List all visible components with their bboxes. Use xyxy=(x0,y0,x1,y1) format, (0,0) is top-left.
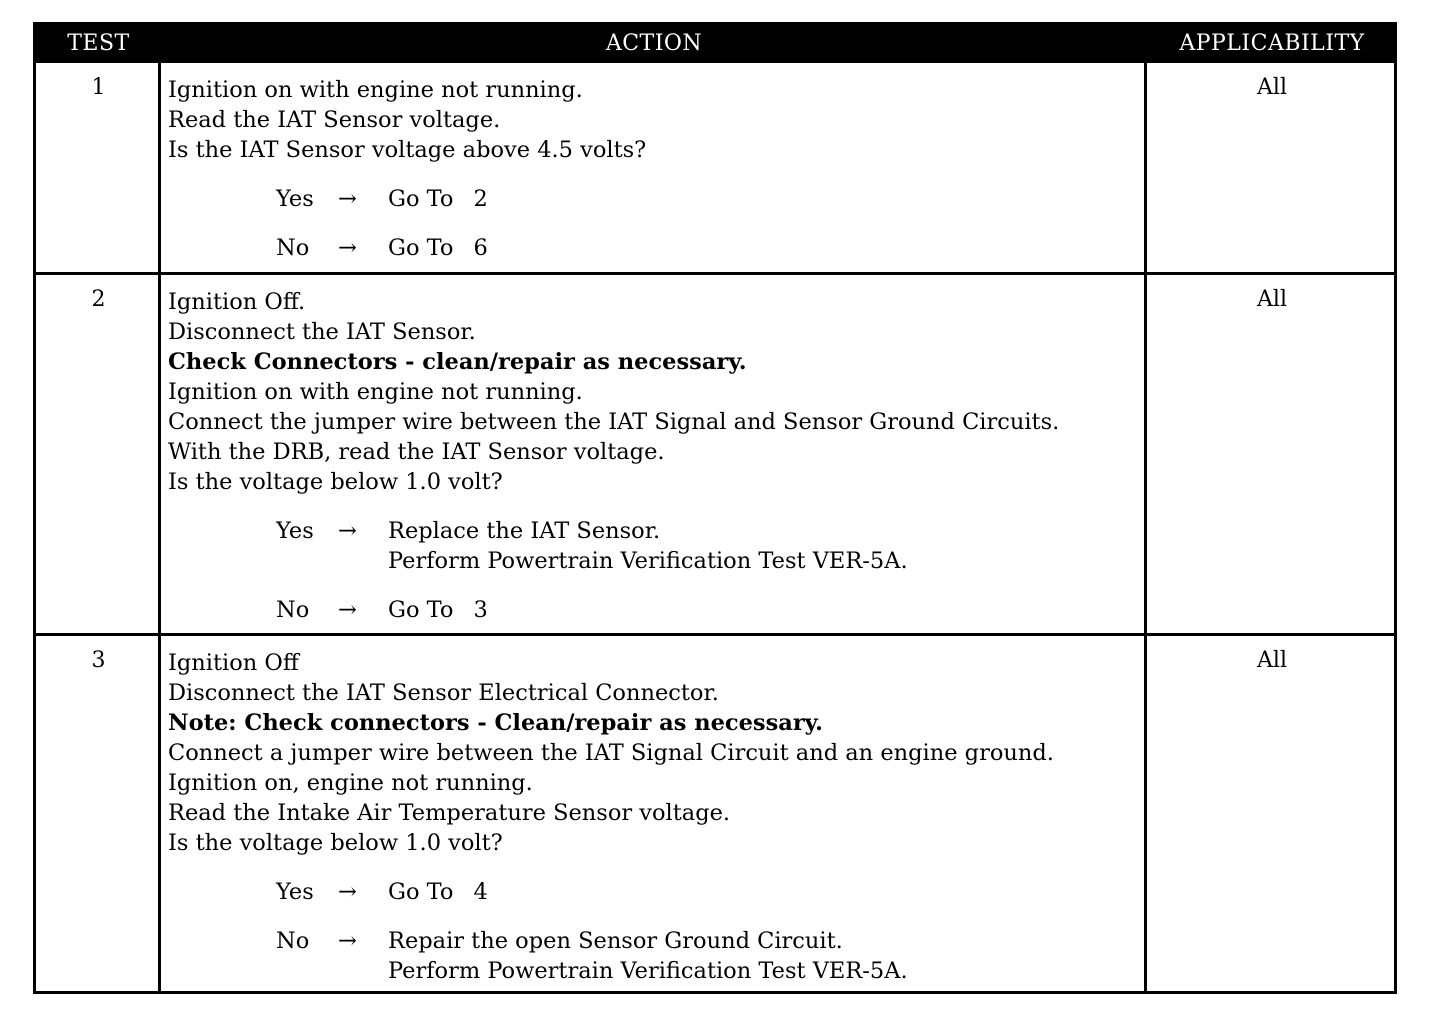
header-test: TEST xyxy=(67,31,130,56)
no-response xyxy=(168,926,1138,956)
arrow-right-icon: → xyxy=(338,186,357,212)
test-number: 1 xyxy=(91,75,106,100)
no-label: No xyxy=(276,235,310,261)
response-text: Replace the IAT Sensor. xyxy=(388,518,661,544)
header-action: ACTION xyxy=(605,31,703,56)
no-label: No xyxy=(276,928,310,954)
action-line: With the DRB, read the IAT Sensor voltage. xyxy=(168,439,665,465)
arrow-right-icon: → xyxy=(338,879,357,905)
action-line: Is the voltage below 1.0 volt? xyxy=(168,830,503,856)
action-line: Ignition on, engine not running. xyxy=(168,770,533,796)
action-line: Ignition Off. xyxy=(168,289,306,315)
response-continuation: Perform Powertrain Verification Test VER-5A. xyxy=(388,958,908,984)
action-line: Ignition on with engine not running. xyxy=(168,379,583,405)
no-response xyxy=(168,595,1138,625)
arrow-right-icon: → xyxy=(338,597,357,623)
response-text xyxy=(388,233,488,263)
yes-response xyxy=(168,184,1138,214)
action-line: Is the voltage below 1.0 volt? xyxy=(168,469,503,495)
no-label: No xyxy=(276,597,310,623)
response-continuation: Perform Powertrain Verification Test VER-5A. xyxy=(388,548,908,574)
goto-test-number: 2 xyxy=(473,186,488,212)
table-row xyxy=(36,63,1394,272)
applicability-value: All xyxy=(1257,287,1287,312)
goto-label: Go To xyxy=(388,597,454,623)
arrow-right-icon: → xyxy=(338,928,357,954)
table-header xyxy=(36,25,1394,63)
response-text xyxy=(388,595,488,625)
goto-test-number: 4 xyxy=(473,879,488,905)
yes-label: Yes xyxy=(276,186,314,212)
header-applicability: APPLICABILITY xyxy=(1179,31,1365,56)
response-text xyxy=(388,184,488,214)
yes-response xyxy=(168,516,1138,546)
goto-test-number: 6 xyxy=(473,235,488,261)
action-line-emphasis: Note: Check connectors - Clean/repair as necessary. xyxy=(168,710,823,736)
action-line: Connect the jumper wire between the IAT Signal and Sensor Ground Circuits. xyxy=(168,409,1060,435)
arrow-right-icon: → xyxy=(338,235,357,261)
goto-label: Go To xyxy=(388,186,454,212)
action-line: Disconnect the IAT Sensor Electrical Connector. xyxy=(168,680,719,706)
response-text xyxy=(388,877,488,907)
action-line: Ignition on with engine not running. xyxy=(168,77,583,103)
action-line-emphasis: Check Connectors - clean/repair as necessary. xyxy=(168,349,747,375)
diagnostic-test-table xyxy=(33,22,1397,994)
yes-label: Yes xyxy=(276,879,314,905)
yes-label: Yes xyxy=(276,518,314,544)
action-line: Read the Intake Air Temperature Sensor voltage. xyxy=(168,800,731,826)
test-number: 2 xyxy=(91,287,106,312)
goto-test-number: 3 xyxy=(473,597,488,623)
action-line: Read the IAT Sensor voltage. xyxy=(168,107,501,133)
action-cell xyxy=(168,287,1138,625)
table-row xyxy=(36,636,1394,991)
action-line: Disconnect the IAT Sensor. xyxy=(168,319,476,345)
goto-label: Go To xyxy=(388,879,454,905)
action-line: Ignition Off xyxy=(168,650,299,676)
goto-label: Go To xyxy=(388,235,454,261)
response-text: Repair the open Sensor Ground Circuit. xyxy=(388,928,843,954)
no-response xyxy=(168,233,1138,263)
action-cell xyxy=(168,648,1138,986)
action-cell xyxy=(168,75,1138,263)
action-line: Is the IAT Sensor voltage above 4.5 volts? xyxy=(168,137,647,163)
table-row xyxy=(36,275,1394,633)
applicability-value: All xyxy=(1257,648,1287,673)
arrow-right-icon: → xyxy=(338,518,357,544)
test-number: 3 xyxy=(91,648,106,673)
yes-response xyxy=(168,877,1138,907)
action-line: Connect a jumper wire between the IAT Signal Circuit and an engine ground. xyxy=(168,740,1054,766)
applicability-value: All xyxy=(1257,75,1287,100)
